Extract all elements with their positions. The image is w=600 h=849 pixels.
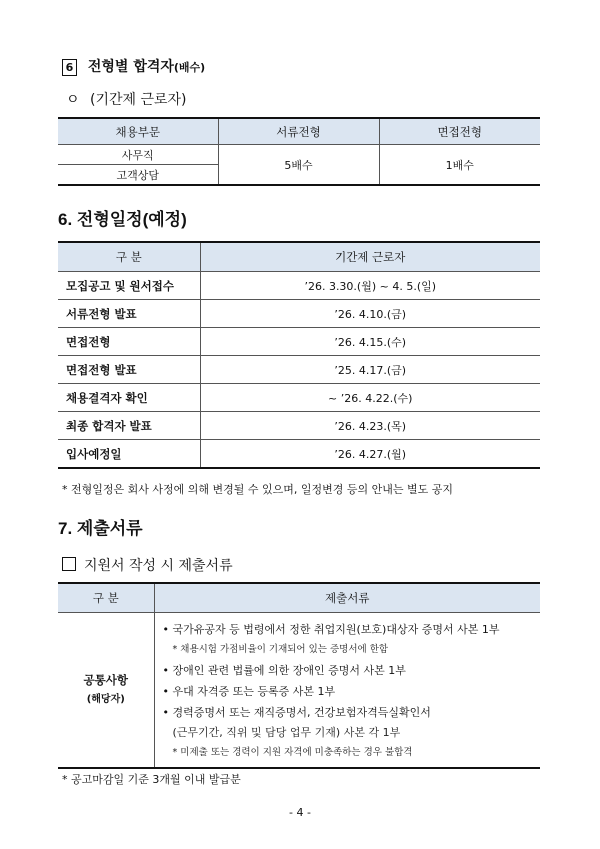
documents-heading: 7. 제출서류	[58, 519, 143, 538]
schedule-row-label: 채용결격자 확인	[58, 384, 200, 412]
schedule-note: * 전형일정은 회사 사정에 의해 변경될 수 있으며, 일정변경 등의 안내는 별도 공지	[62, 483, 453, 496]
header-required-documents: 제출서류	[154, 583, 540, 613]
document-item: • 우대 자격증 또는 등록증 사본 1부	[162, 685, 336, 698]
schedule-row-label: 면접전형 발표	[58, 356, 200, 384]
hiring-ratio-title: 전형별 합격자	[87, 59, 174, 75]
hiring-ratio-title-suffix: (배수)	[173, 61, 206, 74]
hiring-field-customer-service: 고객상담	[58, 165, 218, 186]
documents-subtitle: 지원서 작성 시 제출서류	[84, 558, 233, 574]
header-interview-screening: 면접전형	[379, 118, 540, 145]
documents-subheading	[62, 555, 233, 575]
hiring-ratio-table	[58, 117, 540, 186]
schedule-row-date: ~ ’26. 4.22.(수)	[200, 384, 540, 412]
document-note: * 미제출 또는 경력이 지원 자격에 미충족하는 경우 불합격	[172, 747, 413, 758]
documents-note: * 공고마감일 기준 3개월 이내 발급분	[62, 773, 241, 786]
hiring-ratio-subtitle: (기간제 근로자)	[89, 92, 187, 108]
checkbox-square-icon	[62, 557, 76, 571]
header-category: 구 분	[58, 242, 200, 272]
schedule-row-date: ’26. 4.27.(월)	[200, 440, 540, 469]
document-item: • 국가유공자 등 법령에서 정한 취업지원(보호)대상자 증명서 사본 1부	[162, 623, 500, 636]
hiring-ratio-heading	[62, 56, 205, 76]
schedule-row-date: ’26. 4.15.(수)	[200, 328, 540, 356]
hiring-field-office: 사무직	[58, 145, 218, 165]
document-item: • 경력증명서 또는 재직증명서, 건강보험자격득실확인서	[162, 706, 431, 719]
bullet-marker: ㅇ	[66, 92, 80, 108]
document-screening-ratio: 5배수	[218, 145, 379, 186]
schedule-row-date: ’26. 4.23.(목)	[200, 412, 540, 440]
header-hiring-field: 채용부문	[58, 118, 218, 145]
category-common: 공통사항	[83, 673, 128, 687]
document-item-detail: (근무기간, 직위 및 담당 업무 기재) 사본 각 1부	[172, 726, 401, 739]
hiring-ratio-subheading	[66, 89, 187, 109]
schedule-row-label: 모집공고 및 원서접수	[58, 272, 200, 300]
section-number-box: 6	[62, 59, 77, 76]
document-item: • 장애인 관련 법률에 의한 장애인 증명서 사본 1부	[162, 664, 406, 677]
documents-list	[154, 613, 540, 769]
schedule-row-label: 면접전형	[58, 328, 200, 356]
schedule-row-label: 최종 합격자 발표	[58, 412, 200, 440]
header-category: 구 분	[58, 583, 154, 613]
schedule-row-date: ’26. 3.30.(월) ~ 4. 5.(일)	[200, 272, 540, 300]
schedule-row-label: 입사예정일	[58, 440, 200, 469]
schedule-table	[58, 241, 540, 469]
schedule-row-date: ’25. 4.17.(금)	[200, 356, 540, 384]
page-number: - 4 -	[289, 806, 311, 819]
document-note: * 채용시험 가점비율이 기재되어 있는 증명서에 한함	[172, 644, 389, 655]
header-temporary-worker: 기간제 근로자	[200, 242, 540, 272]
schedule-heading: 6. 전형일정(예정)	[58, 210, 187, 229]
schedule-row-label: 서류전형 발표	[58, 300, 200, 328]
documents-table	[58, 582, 540, 769]
category-common-sub: (해당자)	[86, 694, 125, 705]
category-cell	[58, 613, 154, 769]
schedule-row-date: ’26. 4.10.(금)	[200, 300, 540, 328]
interview-screening-ratio: 1배수	[379, 145, 540, 186]
header-document-screening: 서류전형	[218, 118, 379, 145]
